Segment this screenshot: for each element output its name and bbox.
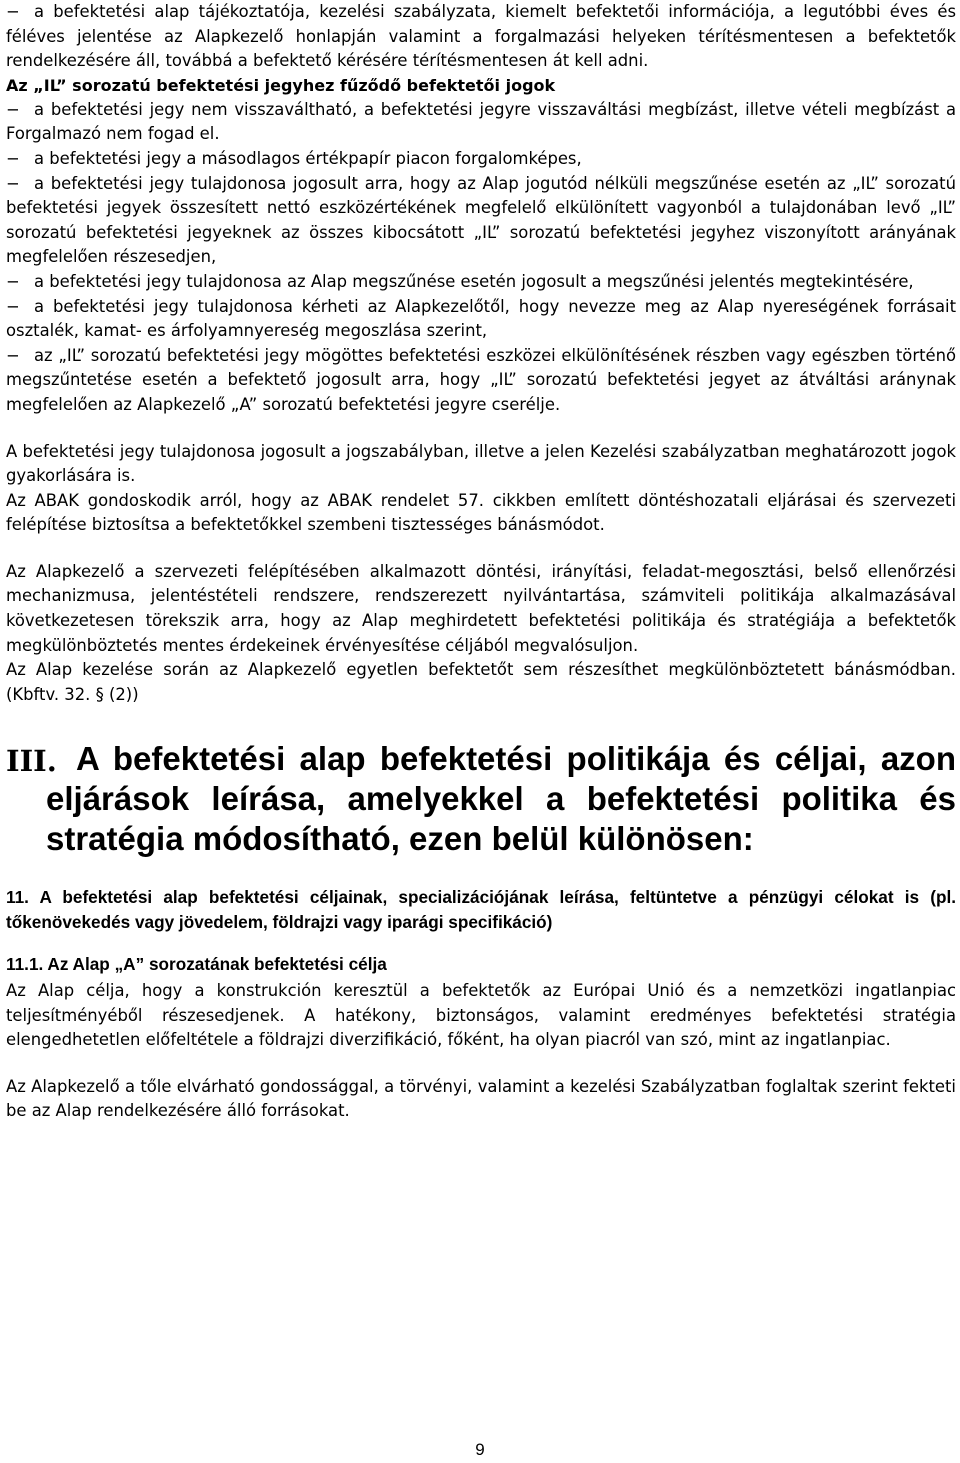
intro-bullet: − a befektetési alap tájékoztatója, kezelési szabályzata, kiemelt befektetői információja, a legutóbbi éves és féléves jelentése az Alapkezelő honlapján valamint a forgalmazási helyeken térítésmentesen a befektetők rendelkezésére áll, továbbá a befektető kérésére térítésmentesen át kell adni. xyxy=(6,0,956,74)
rights-item: − a befektetési jegy a másodlagos értékpapír piacon forgalomképes, xyxy=(6,147,956,172)
paragraph-rights: A befektetési jegy tulajdonosa jogosult a jogszabályban, illetve a jelen Kezelési szabályzatban meghatározott jogok gyakorlására is. xyxy=(6,441,956,486)
rights-list xyxy=(6,98,956,418)
rights-item: − a befektetési jegy tulajdonosa jogosult arra, hogy az Alap jogutód nélküli megszűnése esetén az „IL” sorozatú befektetési jegyek összesített nettó eszközértékének megfelelő elkülönített vagyonból a tulajdonában levő „IL” sorozatú befektetési jegyeknek az összes kibocsátott „IL” sorozatú befektetési jegyhez viszonyított arányának megfelelően részesedjen, xyxy=(6,172,956,270)
rights-item: − a befektetési jegy tulajdonosa az Alap megszűnése esetén jogosult a megszűnési jelentés megtekintésére, xyxy=(6,270,956,295)
paragraph-equal-treatment: Az Alap kezelése során az Alapkezelő egyetlen befektetőt sem részesíthet megkülönböztetett bánásmódban. (Kbftv. 32. § (2)) xyxy=(6,660,956,704)
paragraph-abak: Az ABAK gondoskodik arról, hogy az ABAK rendelet 57. cikkben említett döntéshozatali eljárásai és szervezeti felépítése biztosítsa a befektetőkkel szembeni tisztességes bánásmódot. xyxy=(6,490,956,535)
chapter-heading xyxy=(6,739,956,859)
document-page xyxy=(6,0,956,1124)
rights-item: − a befektetési jegy tulajdonosa kérheti az Alapkezelőtől, hogy nevezze meg az Alap nyereségének forrásait osztalék, kamat- es árfolyamnyereség megoszlása szerint, xyxy=(6,295,956,344)
section-11-title: 11. A befektetési alap befektetési céljainak, specializációjának leírása, feltüntetve a pénzügyi célokat is (pl. tőkenövekedés vagy jövedelem, földrajzi vagy iparági specifikáció) xyxy=(6,887,956,932)
section-11-1-title: 11.1. Az Alap „A” sorozatának befektetési célja xyxy=(6,954,387,975)
rights-heading: Az „IL” sorozatú befektetési jegyhez fűződő befektetői jogok xyxy=(6,75,556,95)
rights-item: − az „IL” sorozatú befektetési jegy mögöttes befektetési eszközei elkülönítésének részben vagy egészben történő megszűntetése esetén a befektető jogosult arra, hogy „IL” sorozatú befektetési jegyet az átváltási aránynak megfelelően az Alapkezelő „A” sorozatú befektetési jegyre cserélje. xyxy=(6,344,956,418)
chapter-number: III. xyxy=(6,744,57,779)
paragraph-organization: Az Alapkezelő a szervezeti felépítésében alkalmazott döntési, irányítási, feladat-megosztási, belső ellenőrzési mechanizmusa, jelentéstételi rendszere, rendszerezett nyilvántartása, számviteli politikája alkalmazásával következetesen törekszik arra, hogy az Alap meghirdetett befektetési politikája és stratégiája a befektetők megkülönböztetés mentes érdekeinek érvényesítése céljából megvalósuljon. xyxy=(6,561,956,655)
page-number: 9 xyxy=(475,1440,485,1459)
chapter-title: A befektetési alap befektetési politikája és céljai, azon eljárások leírása, amelyekkel a befektetési politika és stratégia módosítható, ezen belül különösen: xyxy=(46,740,956,858)
paragraph-care: Az Alapkezelő a tőle elvárható gondossággal, a törvényi, valamint a kezelési Szabályzatban foglaltak szerint fekteti be az Alap rendelkezésére álló forrásokat. xyxy=(6,1076,956,1121)
rights-item: − a befektetési jegy nem visszaváltható, a befektetési jegyre visszaváltási megbízást, illetve vételi megbízást a Forgalmazó nem fogad el. xyxy=(6,98,956,147)
paragraph-goal: Az Alap célja, hogy a konstrukción keresztül a befektetők az Európai Unió és a nemzetközi ingatlanpiac teljesítményéből részesedjenek. A hatékony, biztonságos, valamint eredményes befektetési stratégia elengedhetetlen előfeltétele a földrajzi diverzifikáció, főként, ha olyan piacról van szó, mint az ingatlanpiac. xyxy=(6,980,956,1050)
